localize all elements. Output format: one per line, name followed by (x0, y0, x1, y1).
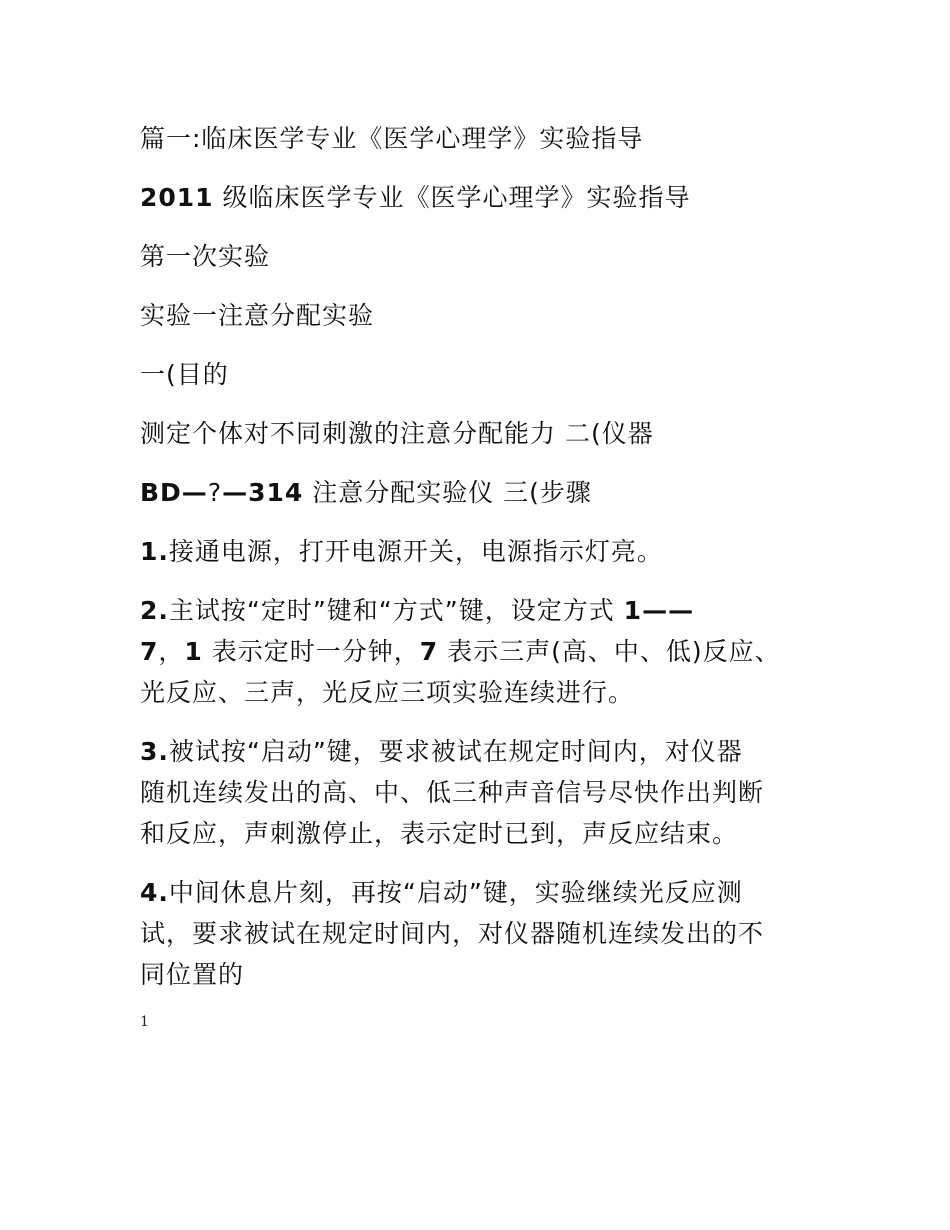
instrument-code-prefix: BD— (140, 478, 208, 507)
instrument-line (140, 472, 800, 513)
step-3 (140, 731, 800, 854)
page-number: 1 (140, 1014, 149, 1030)
step-4-text-b: 试，要求被试在规定时间内，对仪器随机连续发出的不 (140, 919, 765, 948)
grade-year: 2011 (140, 183, 214, 212)
step-2-text-b: 表示定时一分钟， (202, 637, 420, 666)
session-heading: 第一次实验 (140, 242, 271, 271)
subtitle-text: 级临床医学专业《医学心理学》实验指导 (213, 183, 691, 212)
document-subtitle (140, 177, 800, 218)
step-1 (140, 531, 800, 572)
step-2-comma: ， (158, 637, 185, 666)
step-3-text-c: 和反应，声刺激停止，表示定时已到，声反应结束。 (140, 819, 739, 848)
purpose-text: 测定个体对不同刺激的注意分配能力 二(仪器 (140, 419, 654, 448)
section-purpose-heading: 一(目的 (140, 360, 229, 389)
step-4-text-c: 同位置的 (140, 960, 245, 989)
instrument-code-unknown: ? (207, 478, 223, 507)
step-2-text-a: 主试按“定时”键和“方式”键，设定方式 (168, 596, 624, 625)
step-2-mode-1: 1 (184, 637, 203, 666)
step-2-text-d: 光反应、三声，光反应三项实验连续进行。 (140, 678, 635, 707)
step-1-text: 接通电源，打开电源开关，电源指示灯亮。 (168, 537, 663, 566)
document-body (140, 118, 800, 1013)
step-4-text-a: 中间休息片刻，再按“启动”键，实验继续光反应测 (168, 878, 743, 907)
step-2 (140, 590, 800, 713)
step-1-number: 1. (140, 537, 169, 566)
step-2-mode-range: 1—— (623, 596, 695, 625)
step-2-text-c: 表示三声(高、中、低)反应、 (438, 637, 781, 666)
step-3-text-b: 随机连续发出的高、中、低三种声音信号尽快作出判断 (140, 778, 765, 807)
instrument-code-suffix: —314 (222, 478, 304, 507)
step-2-mode-7: 7 (140, 637, 159, 666)
document-title: 篇一:临床医学专业《医学心理学》实验指导 (140, 124, 644, 153)
step-2-number: 2. (140, 596, 169, 625)
step-4-number: 4. (140, 878, 169, 907)
step-2-mode-7b: 7 (419, 637, 439, 666)
step-3-number: 3. (140, 737, 169, 766)
step-3-text-a: 被试按“启动”键，要求被试在规定时间内，对仪器 (168, 737, 743, 766)
experiment-heading: 实验一注意分配实验 (140, 301, 375, 330)
instrument-text: 注意分配实验仪 三(步骤 (303, 478, 592, 507)
step-4 (140, 872, 800, 995)
